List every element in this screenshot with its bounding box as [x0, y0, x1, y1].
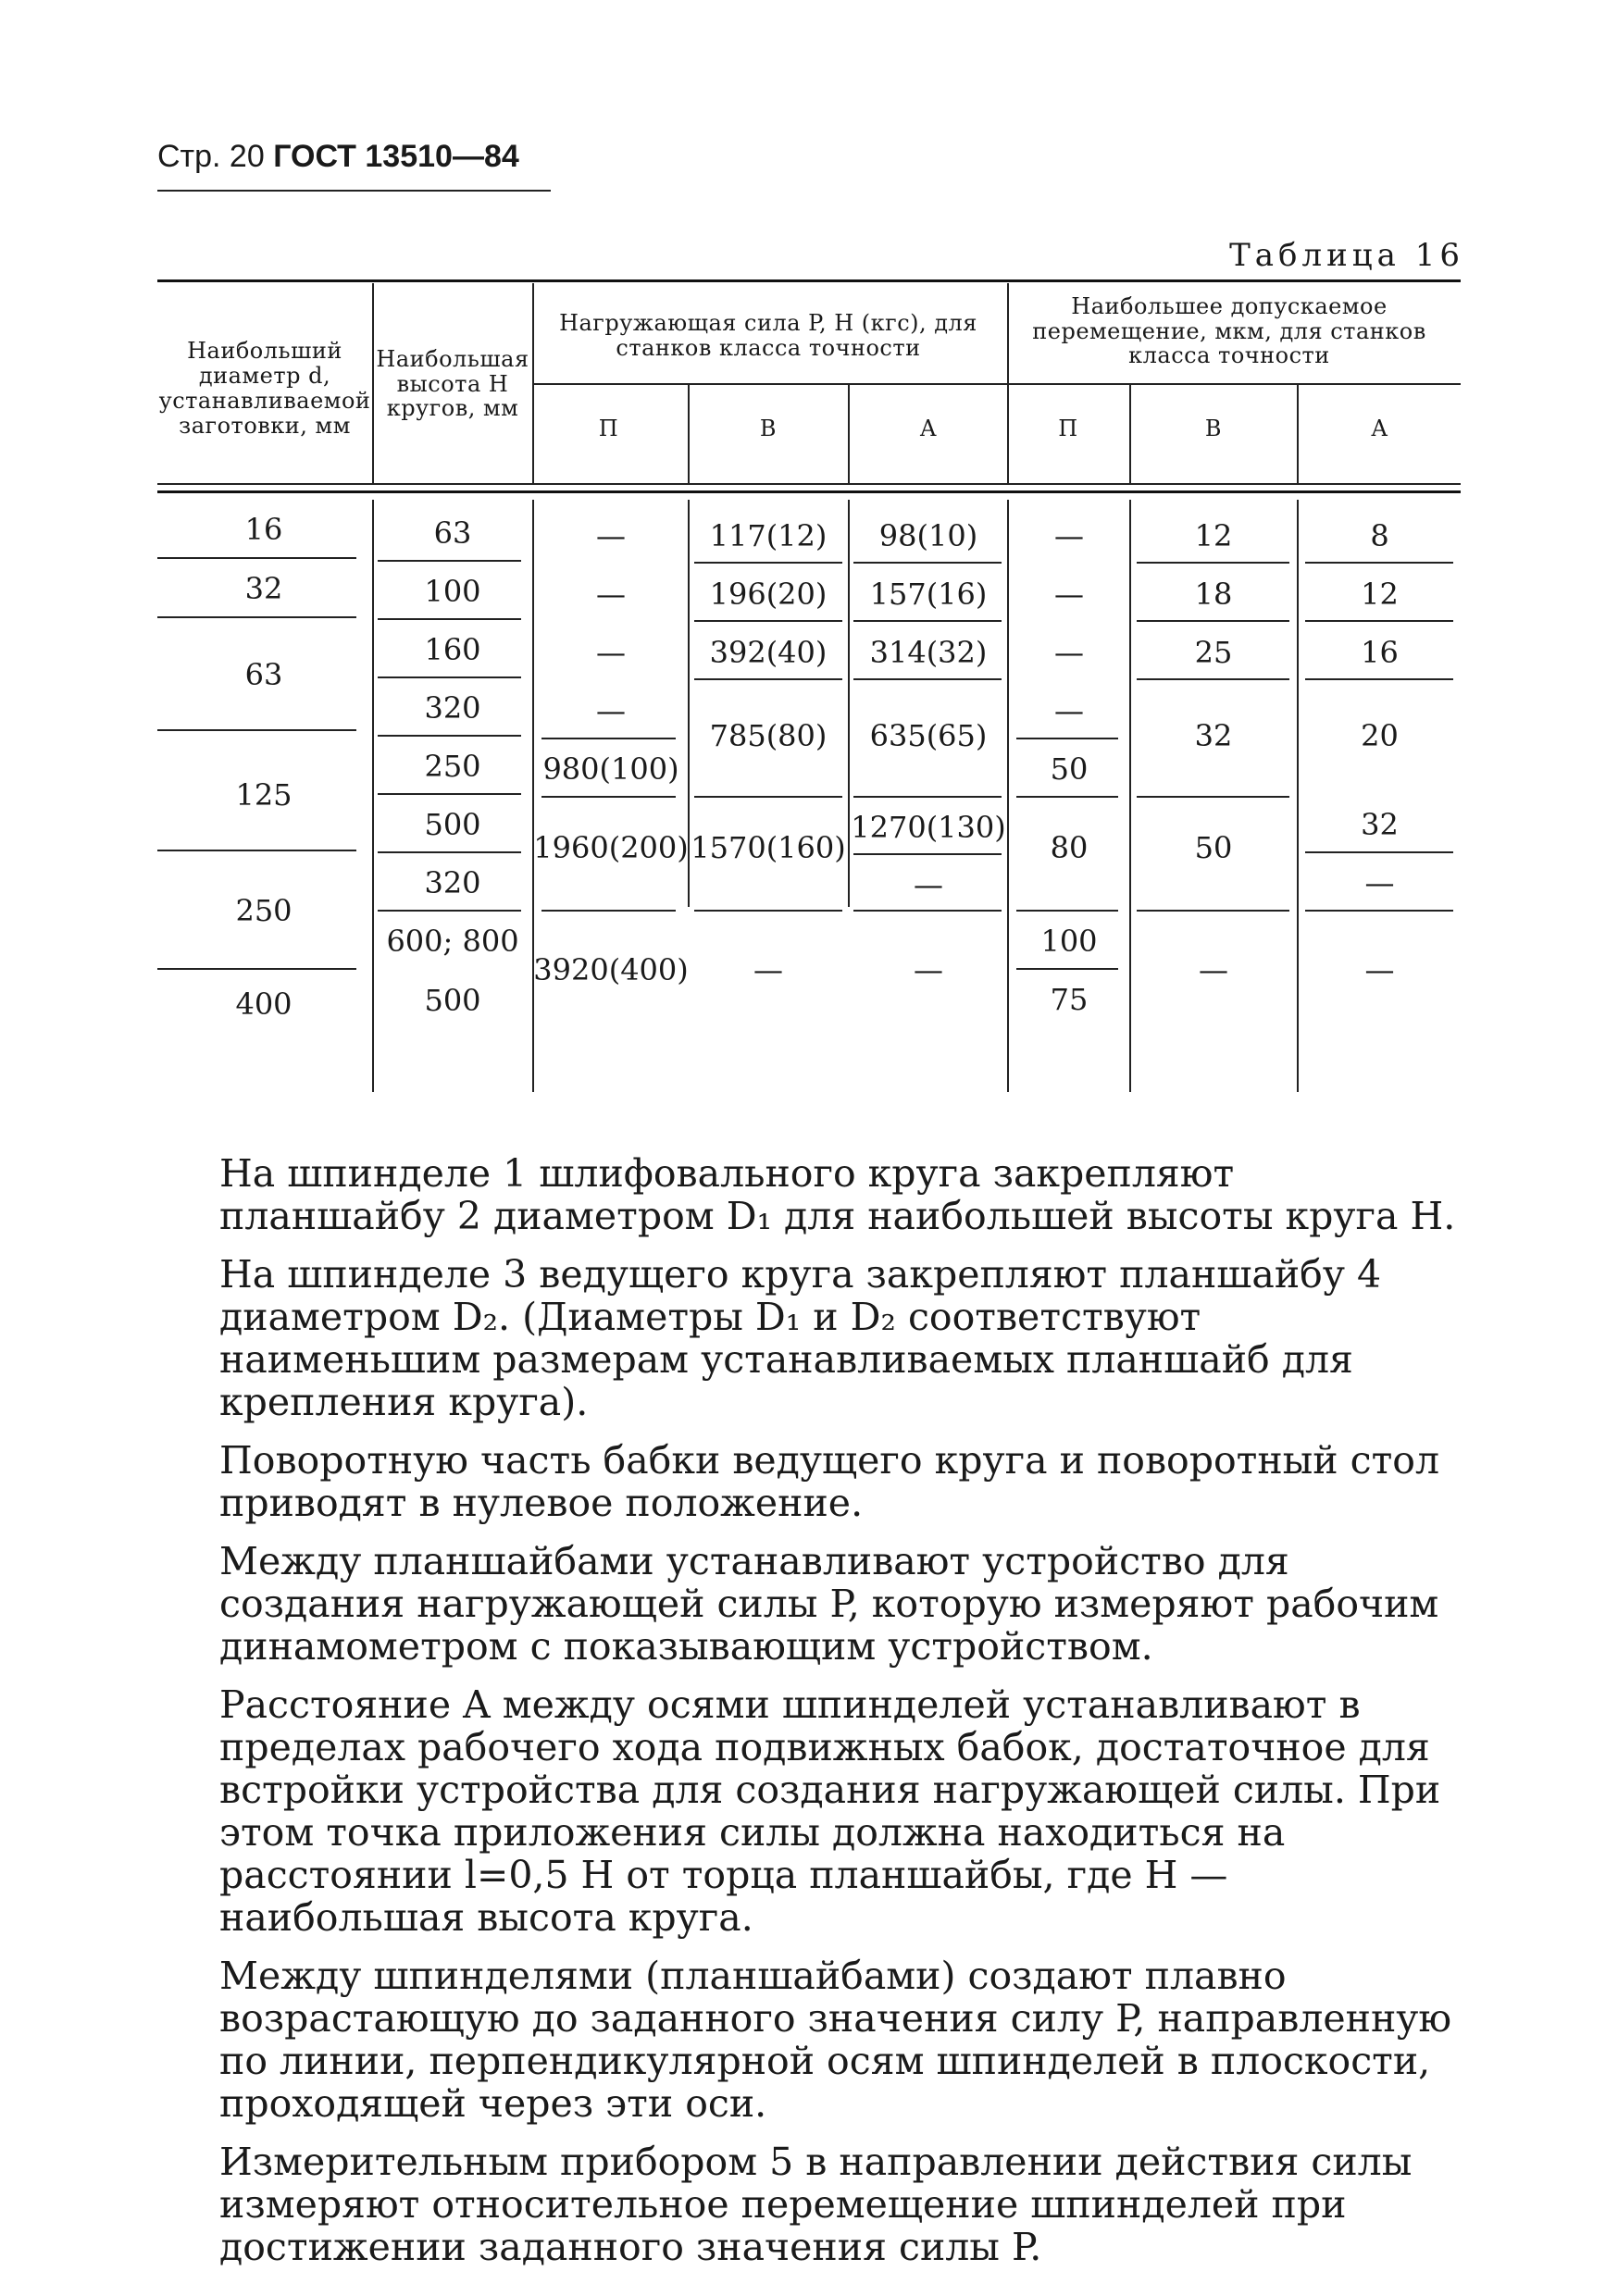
- height-cell: 320: [424, 690, 481, 726]
- force-p-cell: 1960(200): [533, 830, 689, 866]
- force-a-cell: —: [914, 952, 943, 988]
- height-cell: 500: [424, 807, 481, 843]
- row-rule: [1305, 910, 1453, 912]
- hdr-vline: [1129, 385, 1131, 483]
- row-rule: [378, 735, 521, 737]
- row-rule: [1137, 562, 1289, 564]
- disp-v-cell: —: [1199, 952, 1228, 988]
- col-header-force-p: П: [598, 415, 619, 441]
- disp-a-cell: 8: [1370, 518, 1389, 554]
- row-rule: [1137, 678, 1289, 680]
- row-rule: [853, 620, 1002, 622]
- row-rule: [1305, 562, 1453, 564]
- header-bottom-rule-2: [157, 490, 1461, 493]
- force-p-cell: —: [596, 635, 626, 671]
- row-rule: [853, 678, 1002, 680]
- row-rule: [1305, 851, 1453, 853]
- row-rule: [378, 618, 521, 620]
- row-rule: [541, 796, 676, 798]
- hdr-vline: [688, 385, 690, 483]
- force-a-cell: —: [914, 867, 943, 903]
- col-header-force-v: В: [759, 415, 778, 441]
- row-rule: [1305, 678, 1453, 680]
- disp-a-cell: 16: [1361, 635, 1399, 671]
- row-rule: [1305, 620, 1453, 622]
- disp-p-cell: 50: [1050, 751, 1089, 788]
- row-rule: [1137, 620, 1289, 622]
- row-rule: [541, 738, 676, 739]
- page-header: [157, 139, 519, 175]
- height-cell: 600; 800: [386, 924, 519, 960]
- row-rule: [694, 678, 842, 680]
- force-v-cell: 117(12): [709, 518, 828, 554]
- disp-p-cell: 80: [1050, 830, 1089, 866]
- row-rule: [157, 968, 356, 970]
- disp-a-cell: 32: [1361, 807, 1399, 843]
- row-rule: [853, 853, 1002, 855]
- row-rule: [157, 850, 356, 851]
- hdr-vline: [1297, 385, 1299, 483]
- row-rule: [853, 796, 1002, 798]
- row-rule: [157, 557, 356, 559]
- paragraph: На шпинделе 1 шлифовального круга закрепляют планшайбу 2 диаметром D₁ для наибольшей высоты круга H.: [219, 1151, 1456, 1238]
- row-rule: [694, 910, 842, 912]
- row-rule: [378, 851, 521, 853]
- diameter-cell: 16: [244, 512, 283, 548]
- table-top-rule: [157, 279, 1461, 282]
- disp-a-cell: 12: [1361, 577, 1399, 613]
- row-rule: [1137, 910, 1289, 912]
- standard-number: ГОСТ 13510—84: [273, 139, 519, 174]
- row-rule: [157, 729, 356, 731]
- diameter-cell: 32: [244, 571, 283, 607]
- header-rule: [157, 190, 551, 192]
- row-rule: [853, 562, 1002, 564]
- force-p-cell: 3920(400): [533, 952, 689, 988]
- col-header-force-a: А: [919, 415, 938, 441]
- diameter-cell: 250: [235, 893, 292, 929]
- disp-a-cell: 20: [1361, 718, 1399, 754]
- row-rule: [1137, 796, 1289, 798]
- disp-p-cell: —: [1054, 635, 1084, 671]
- force-p-cell: 980(100): [542, 751, 679, 788]
- row-rule: [157, 616, 356, 618]
- disp-v-cell: 32: [1194, 718, 1233, 754]
- disp-p-cell: 100: [1040, 924, 1098, 960]
- paragraph: Между шпинделями (планшайбами) создают плавно возрастающую до заданного значения силу P, направленную по линии, перпендикулярной осям шпинделей в плоскости, проходящей через эти оси.: [219, 1954, 1452, 2126]
- row-rule: [378, 560, 521, 562]
- disp-a-cell: —: [1364, 952, 1395, 988]
- height-cell: 100: [424, 574, 481, 610]
- force-v-cell: 392(40): [709, 635, 828, 671]
- height-cell: 320: [424, 865, 481, 901]
- row-rule: [378, 793, 521, 795]
- row-rule: [541, 910, 676, 912]
- height-cell: 250: [424, 749, 481, 785]
- diameter-cell: 63: [244, 657, 283, 693]
- table-caption: Таблица 16: [1229, 237, 1464, 274]
- hdr-vline: [532, 283, 534, 483]
- diameter-cell: 125: [235, 777, 292, 813]
- hdr-vline: [372, 283, 374, 483]
- disp-p-cell: —: [1054, 577, 1084, 613]
- hdr-vline: [1007, 283, 1009, 483]
- row-rule: [694, 562, 842, 564]
- height-cell: 500: [424, 983, 481, 1019]
- hdr-vline: [848, 385, 850, 483]
- col-header-disp-p: П: [1058, 415, 1078, 441]
- row-rule: [694, 796, 842, 798]
- force-a-cell: 157(16): [869, 577, 988, 613]
- col-header-height: Наибольшая высота H кругов, мм: [376, 345, 529, 422]
- page-number: Стр. 20: [157, 139, 265, 174]
- col-header-disp-a: А: [1371, 415, 1388, 441]
- row-rule: [1016, 738, 1118, 739]
- header-bottom-rule: [157, 483, 1461, 485]
- col-header-force: Нагружающая сила P, Н (кгс), для станков класса точности: [559, 310, 977, 361]
- disp-p-cell: —: [1054, 518, 1084, 554]
- disp-a-cell: —: [1364, 865, 1395, 901]
- force-v-cell: 196(20): [709, 577, 828, 613]
- height-cell: 63: [433, 515, 472, 552]
- force-a-cell: 314(32): [869, 635, 988, 671]
- col-header-displacement: Наибольшее допускаемое перемещение, мкм, для станков класса точности: [1032, 292, 1426, 369]
- disp-p-cell: 75: [1050, 982, 1089, 1018]
- row-rule: [378, 676, 521, 678]
- disp-v-cell: 25: [1194, 635, 1233, 671]
- disp-v-cell: 12: [1194, 518, 1233, 554]
- disp-v-cell: 50: [1194, 830, 1233, 866]
- force-p-cell: —: [596, 518, 626, 554]
- row-rule: [1016, 968, 1118, 970]
- diameter-cell: 400: [235, 987, 292, 1023]
- force-v-cell: 1570(160): [691, 830, 846, 866]
- row-rule: [694, 620, 842, 622]
- force-a-cell: 98(10): [878, 518, 978, 554]
- force-p-cell: —: [596, 693, 626, 729]
- force-a-cell: 1270(130): [851, 810, 1006, 846]
- disp-p-cell: —: [1054, 693, 1084, 729]
- paragraph: Измерительным прибором 5 в направлении действия силы измеряют относительное перемещение шпинделей при достижении заданного значения силы P.: [219, 2140, 1413, 2269]
- col-header-disp-v: В: [1204, 415, 1223, 441]
- body-text: [196, 1152, 1460, 2284]
- force-p-cell: —: [596, 577, 626, 613]
- height-cell: 160: [424, 632, 481, 668]
- paragraph: Между планшайбами устанавливают устройство для создания нагружающей силы P, которую измеряют рабочим динамометром с показывающим устройством.: [219, 1539, 1439, 1669]
- paragraph: На шпинделе 3 ведущего круга закрепляют планшайбу 4 диаметром D₂. (Диаметры D₁ и D₂ соответствуют наименьшим размерам устанавливаемых планшайб для крепления круга).: [219, 1252, 1382, 1424]
- force-a-cell: 635(65): [869, 718, 988, 754]
- paragraph: Расстояние A между осями шпинделей устанавливают в пределах рабочего хода подвижных бабок, достаточное для встройки устройства для создания нагружающей силы. При этом точка приложения силы должна находиться на расстоянии l=0,5 H от торца планшайбы, где H — наибольшая высота круга.: [219, 1682, 1441, 1940]
- row-rule: [853, 910, 1002, 912]
- row-rule: [1016, 910, 1118, 912]
- header-subrule: [534, 383, 1461, 385]
- row-rule: [378, 910, 521, 912]
- force-v-cell: —: [753, 952, 783, 988]
- force-v-cell: 785(80): [709, 718, 828, 754]
- disp-v-cell: 18: [1194, 577, 1233, 613]
- col-header-diameter: Наибольший диаметр d, устанавливаемой заготовки, мм: [158, 338, 371, 439]
- paragraph: Поворотную часть бабки ведущего круга и поворотный стол приводят в нулевое положение.: [219, 1438, 1440, 1525]
- row-rule: [1016, 796, 1118, 798]
